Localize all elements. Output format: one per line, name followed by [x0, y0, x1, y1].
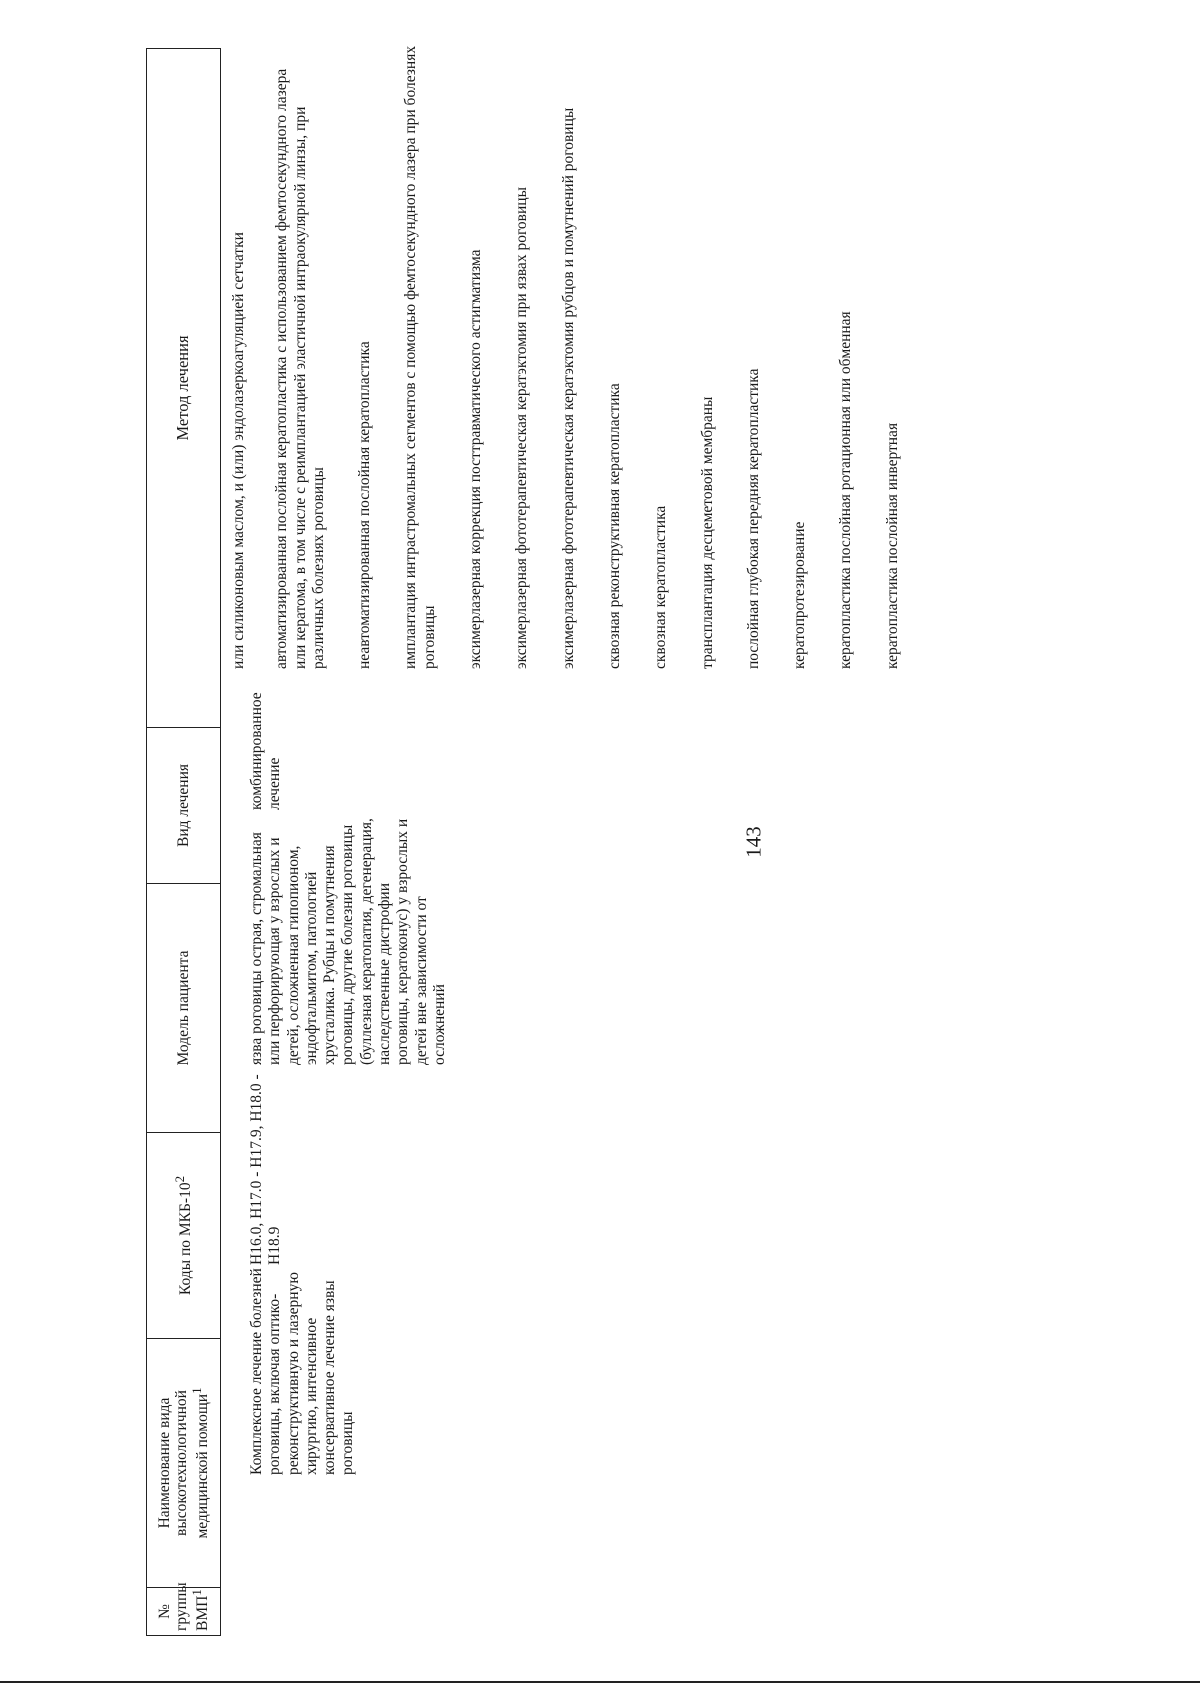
- method-item: кератопротезирование: [791, 521, 809, 669]
- cell-treatment-methods: [230, 44, 930, 669]
- table-sheet: [146, 36, 1200, 1636]
- method-item: эксимерлазерная фототерапевтическая кератэктомия при язвах роговицы: [513, 187, 531, 669]
- header-treatment-type: Вид лечения: [147, 728, 221, 884]
- method-item: сквозная кератопластика: [652, 505, 670, 669]
- method-item: сквозная реконструктивная кератопластика: [605, 383, 623, 669]
- method-item: кератопластика послойная ротационная или обменная: [837, 311, 855, 669]
- method-item: кератопластика послойная инвертная: [883, 422, 901, 669]
- header-icd-codes: Коды по МКБ-$10^2$: [147, 1133, 221, 1339]
- table-header: [146, 48, 221, 1636]
- cell-treatment-type: комбинированное лечение: [248, 692, 284, 810]
- method-item: эксимерлазерная коррекция посттравматического астигматизма: [467, 249, 485, 669]
- method-item: эксимерлазерная фототерапевтическая кератэктомия рубцов и помутнений роговицы: [559, 107, 577, 669]
- method-item: автоматизированная послойная кератопластика с использованием фемтосекундного лазера или кератома, в том числе с реимплантацией эластичной интраокулярной линзы, при различных болезнях роговицы: [273, 68, 327, 669]
- cell-vmp-name: Комплексное лечение болезней роговицы, включая оптико-реконструктивную и лазерную хирургию, интенсивное консервативное лечение язвы роговицы: [248, 1268, 357, 1475]
- method-item: или силиконовым маслом, и (или) эндолазеркоагуляцией сетчатки: [230, 232, 247, 669]
- cell-icd-codes: H16.0, H17.0 - H17.9, H18.0 - H18.9: [248, 1074, 284, 1265]
- method-item: трансплантация десцеметовой мембраны: [698, 396, 716, 669]
- page-number: 143: [741, 826, 766, 858]
- header-group-number: № группы ВМП$^1$: [147, 1588, 221, 1636]
- header-treatment-method: Метод лечения: [147, 49, 221, 728]
- method-item: имплантация интрастромальных сегментов с помощью фемтосекундного лазера при болезнях роговицы: [402, 45, 438, 669]
- header-patient-model: Модель пациента: [147, 884, 221, 1133]
- header-vmp-name: Наименование вида высокотехнологичной медицинской помощи$^1$: [147, 1339, 221, 1588]
- method-item: послойная глубокая передняя кератопластика: [744, 368, 762, 669]
- bottom-rule: [0, 1681, 1200, 1683]
- method-item: неавтоматизированная послойная кератопластика: [356, 341, 374, 669]
- cell-patient-model: язва роговицы острая, стромальная или перфорирующая у взрослых и детей, осложненная гипопионом, эндофтальмитом, патологией хрусталика. Рубцы и помутнения роговицы, другие болезни роговицы (буллезная кератопатия, дегенерация, наследственные дистрофии роговицы, кератоконус) у взрослых и детей вне зависимости от осложнений: [248, 818, 448, 1065]
